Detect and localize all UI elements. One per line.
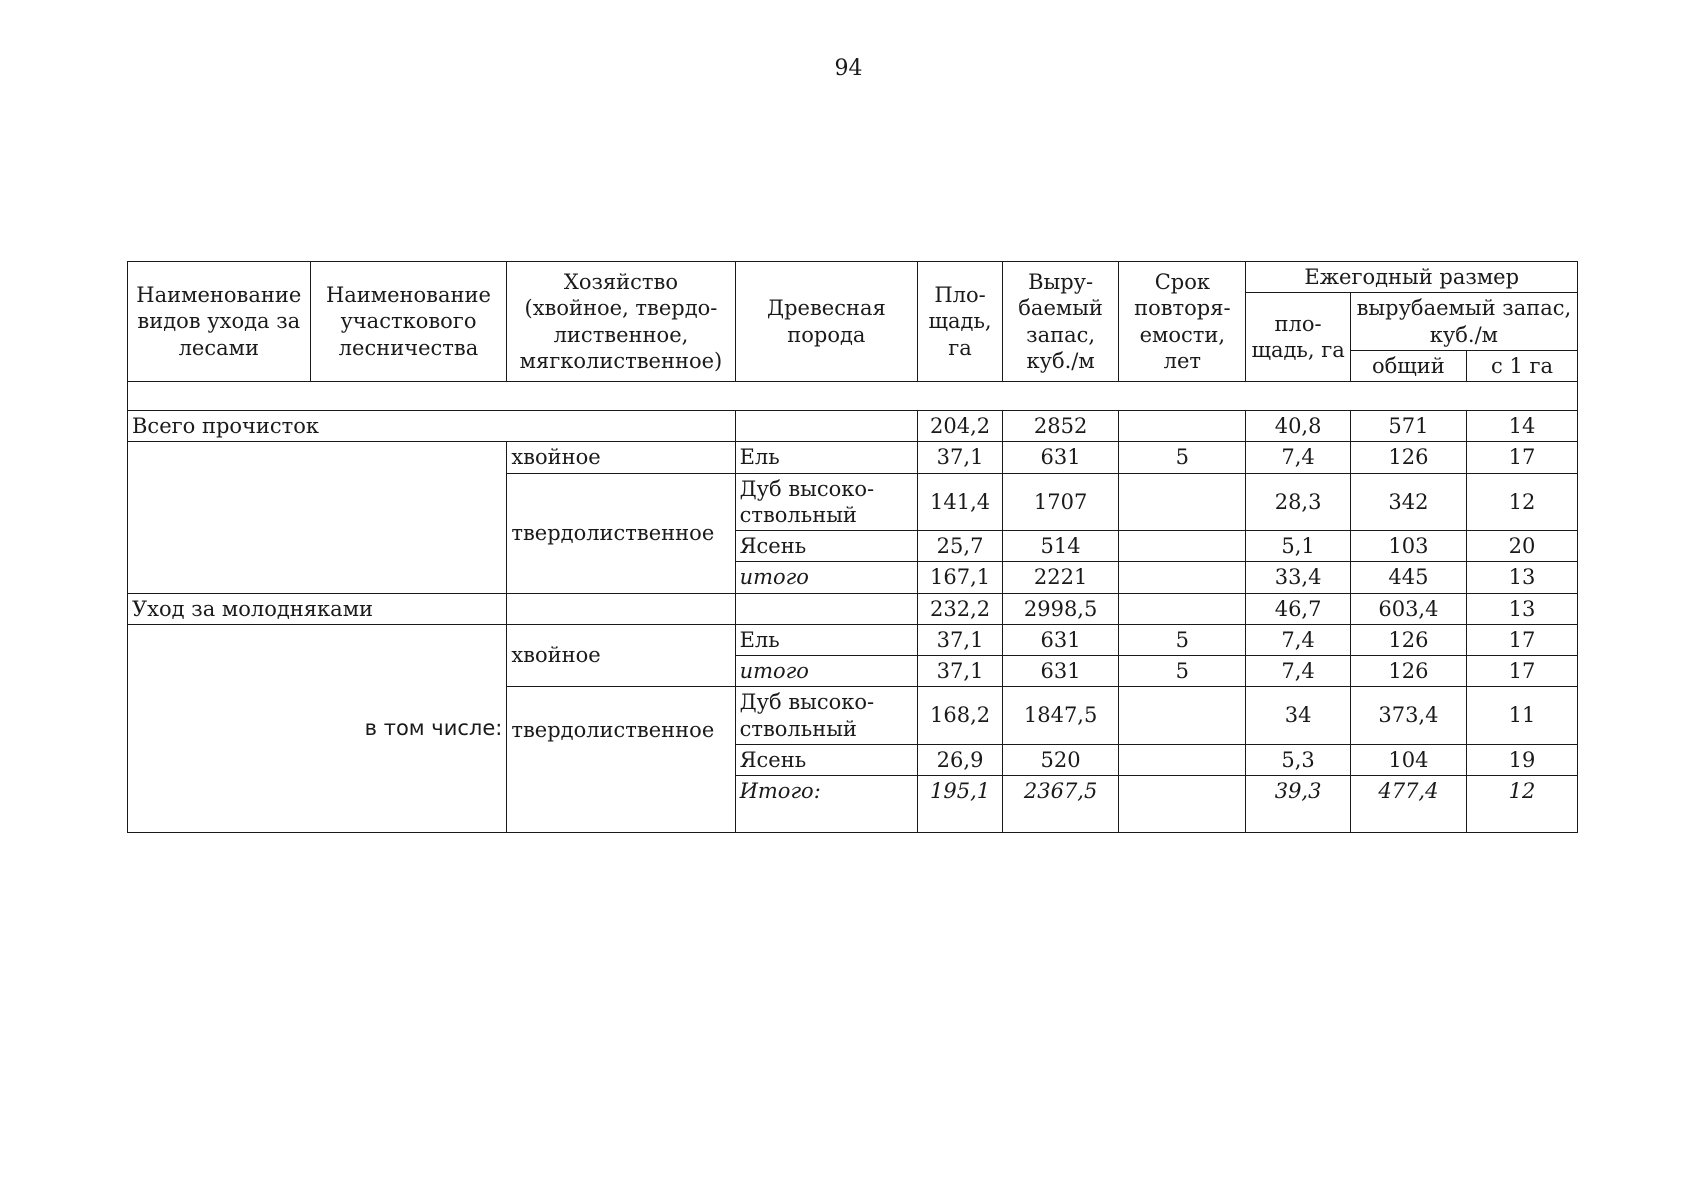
table-row: Ясень 26,9 520 5,3 104 19 <box>128 744 1578 775</box>
header-forestry: Наименование участкового лесничества <box>310 262 507 382</box>
header-annual-area: пло-щадь, га <box>1246 293 1350 382</box>
table-row: твердолиственное Дуб высоко-ствольный 141,4 1707 28,3 342 12 <box>128 473 1578 531</box>
header-stock: Выру-баемый запас, куб./м <box>1002 262 1118 382</box>
header-stock-total: общий <box>1350 350 1466 381</box>
blank-row <box>128 382 1578 411</box>
including-label: в том числе: <box>364 716 503 741</box>
table-row: Ясень 25,7 514 5,1 103 20 <box>128 531 1578 562</box>
section-label: Всего прочисток <box>128 411 736 442</box>
forest-care-table <box>127 261 1578 833</box>
header-area: Пло-щадь, га <box>918 262 1003 382</box>
header-care-type: Наименование видов ухода за лесами <box>128 262 311 382</box>
section-label: Уход за молодняками <box>128 593 507 624</box>
table-row: Итого: 195,1 2367,5 39,3 477,4 12 <box>128 776 1578 833</box>
header-annual: Ежегодный размер <box>1246 262 1578 293</box>
header-annual-stock: вырубаемый запас, куб./м <box>1350 293 1577 351</box>
header-farm-type: Хозяйство (хвойное, твердо-лиственное, мягколиственное) <box>507 262 735 382</box>
table-row: в том числе: хвойное Ель 37,1 631 5 7,4 126 17 <box>128 624 1578 655</box>
header-period: Срок повторя-емости, лет <box>1119 262 1246 382</box>
table-row: Уход за молодняками 232,2 2998,5 46,7 603,4 13 <box>128 593 1578 624</box>
header-stock-per-ha: с 1 га <box>1467 350 1578 381</box>
header-species: Древесная порода <box>735 262 918 382</box>
table-row: хвойное Ель 37,1 631 5 7,4 126 17 <box>128 442 1578 473</box>
header-row-1 <box>128 262 1578 293</box>
table-row: твердолиственное Дуб высоко-ствольный 168,2 1847,5 34 373,4 11 <box>128 687 1578 745</box>
table-row: итого 167,1 2221 33,4 445 13 <box>128 562 1578 593</box>
page-number: 94 <box>834 56 863 81</box>
table-row: Всего прочисток 204,2 2852 40,8 571 14 <box>128 411 1578 442</box>
table-row: итого 37,1 631 5 7,4 126 17 <box>128 656 1578 687</box>
